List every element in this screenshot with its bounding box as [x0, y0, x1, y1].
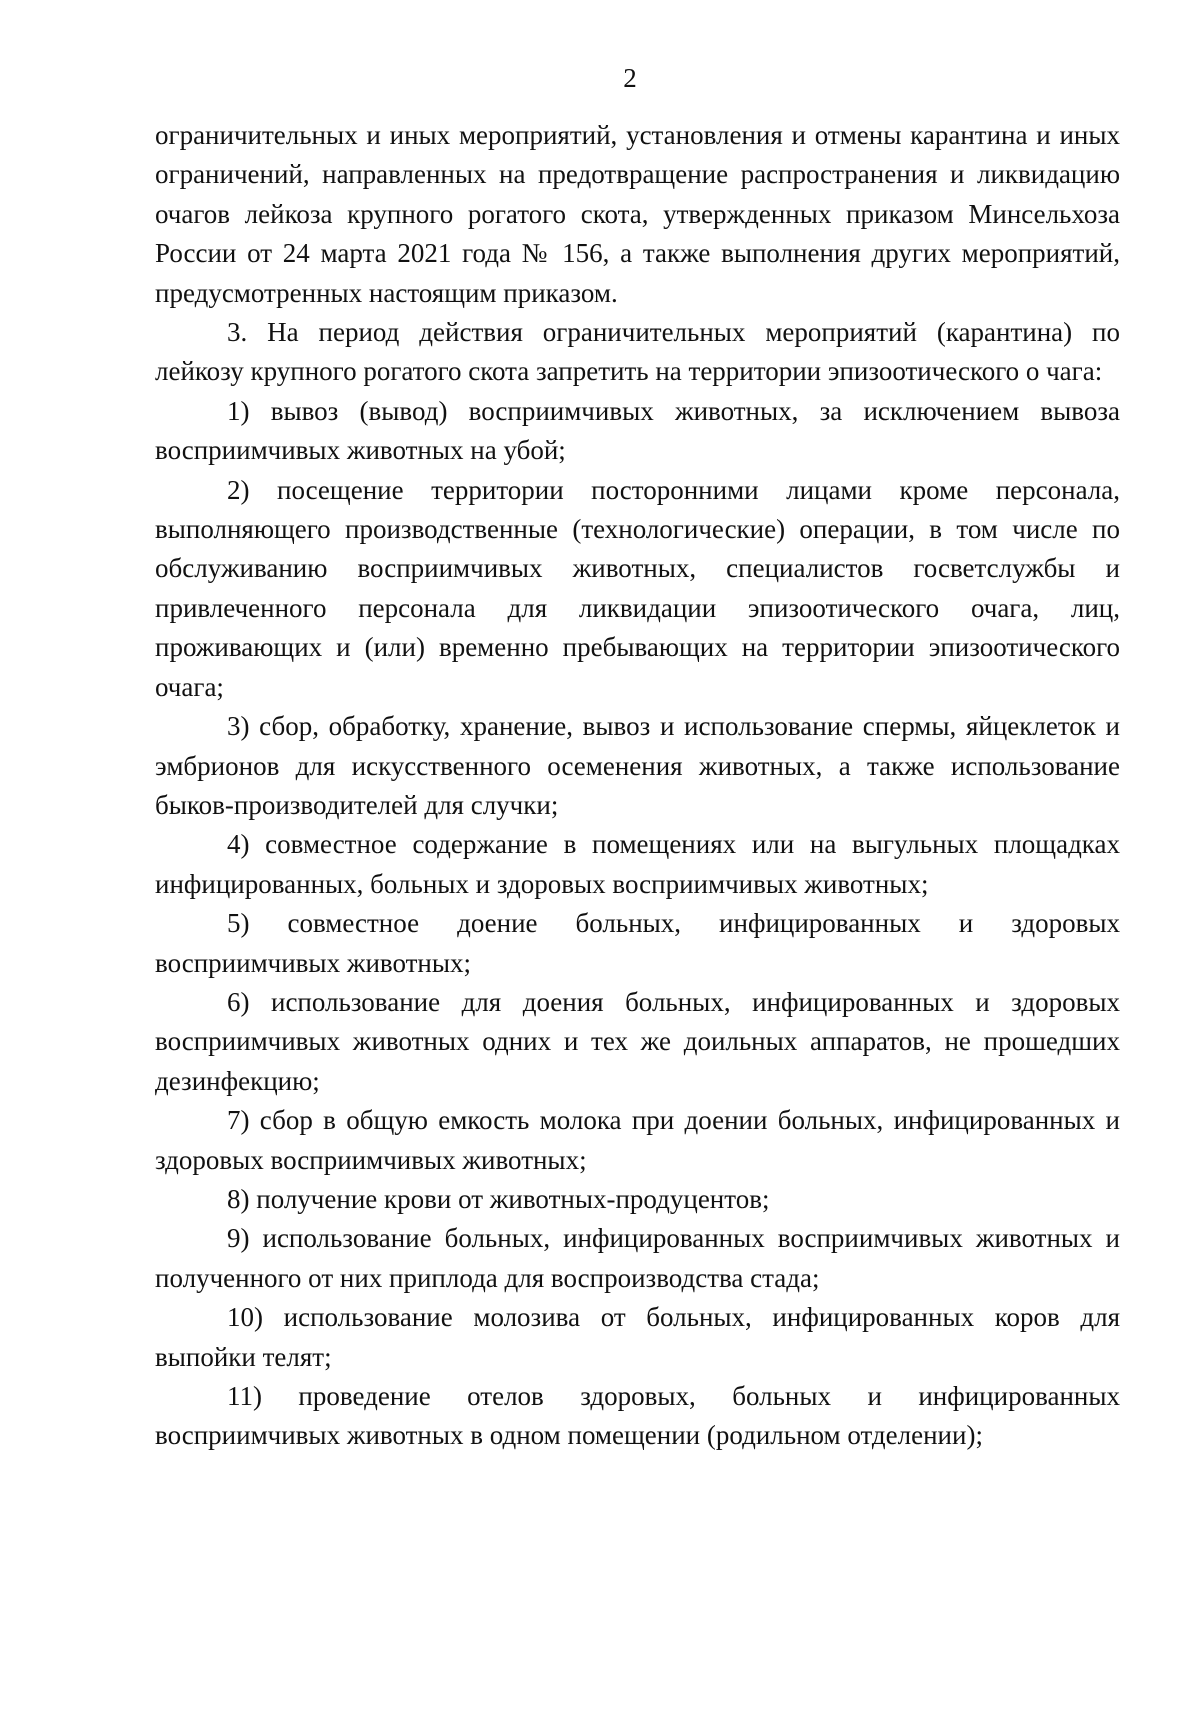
list-item-4: 4) совместное содержание в помещениях или на выгульных площадках инфицированных, больных и здоровых восприимчивых животных;	[155, 829, 1120, 899]
document-body	[155, 116, 1120, 1456]
list-item-7: 7) сбор в общую емкость молока при доении больных, инфицированных и здоровых восприимчивых животных;	[155, 1105, 1120, 1175]
paragraph-item-3: 3. На период действия ограничительных мероприятий (карантина) по лейкозу крупного рогатого скота запретить на территории эпизоотического о чага:	[155, 317, 1120, 387]
page-number: 2	[623, 63, 637, 93]
list-item-11: 11) проведение отелов здоровых, больных и инфицированных восприимчивых животных в одном помещении (родильном отделении);	[155, 1381, 1120, 1451]
paragraph-continuation: ограничительных и иных мероприятий, установления и отмены карантина и иных ограничений, направленных на предотвращение распространения и ликвидацию очагов лейкоза крупного рогатого скота, утвержденных приказом Минсельхоза России от 24 марта 2021 года № 156, а также выполнения других мероприятий, предусмотренных настоящим приказом.	[155, 120, 1120, 308]
list-item-8: 8) получение крови от животных-продуцентов;	[227, 1183, 770, 1214]
list-item-9: 9) использование больных, инфицированных восприимчивых животных и полученного от них приплода для воспроизводства стада;	[155, 1223, 1120, 1293]
list-item-3: 3) сбор, обработку, хранение, вывоз и использование спермы, яйцеклеток и эмбрионов для искусственного осеменения животных, а также использование быков-производителей для случки;	[155, 711, 1120, 820]
list-item-5: 5) совместное доение больных, инфицированных и здоровых восприимчивых животных;	[155, 908, 1120, 978]
list-item-10: 10) использование молозива от больных, инфицированных коров для выпойки телят;	[155, 1302, 1120, 1372]
list-item-1: 1) вывоз (вывод) восприимчивых животных, за исключением вывоза восприимчивых животных на убой;	[155, 395, 1120, 466]
list-item-2: 2) посещение территории посторонними лицами кроме персонала, выполняющего производственные (технологические) операции, в том числе по обслуживанию восприимчивых животных, специалистов госветслужбы и привлеченного персонала для ликвидации эпизоотического очага, лиц, проживающих и (или) временно пребывающих на территории эпизоотического очага;	[155, 474, 1120, 702]
list-item-6: 6) использование для доения больных, инфицированных и здоровых восприимчивых животных одних и тех же доильных аппаратов, не прошедших дезинфекцию;	[155, 986, 1120, 1096]
